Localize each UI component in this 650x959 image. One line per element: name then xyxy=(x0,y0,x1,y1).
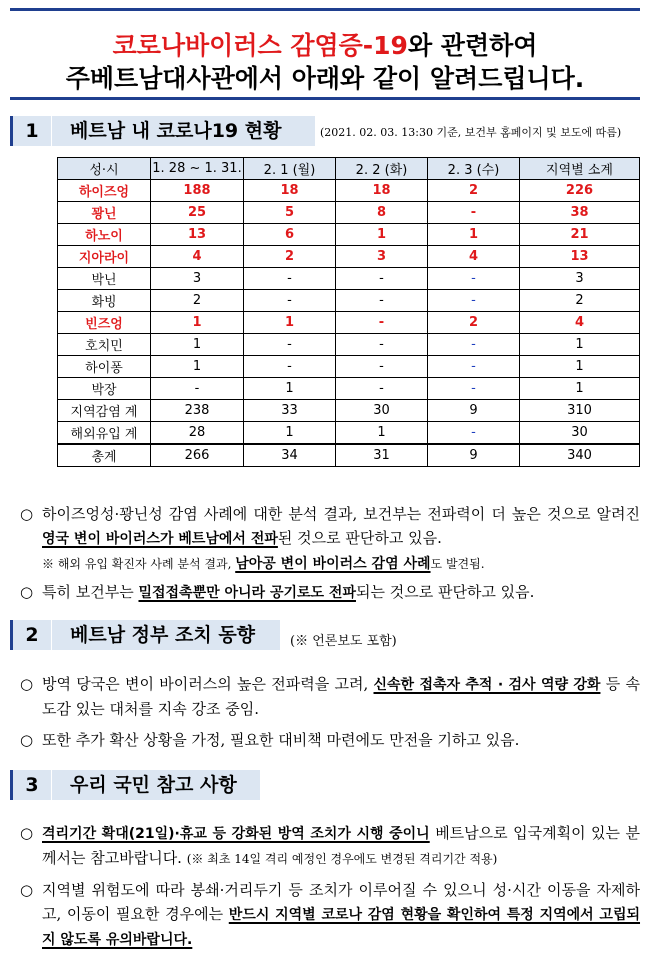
value-cell: - xyxy=(336,312,428,334)
value-cell: 4 xyxy=(428,246,520,268)
value-cell: 340 xyxy=(520,444,640,467)
table-row xyxy=(58,180,640,202)
paragraph-text: 격리기간 확대(21일)·휴교 등 강화된 방역 조치가 시행 중이니 베트남으로 입국계획이 있는 분께서는 참고바랍니다. (※ 최초 14일 격리 예정인 경우에도 변경된 격리기간 적용) xyxy=(42,824,640,867)
section-2-header xyxy=(10,620,280,650)
paragraph-text: 하이즈엉성·꽝닌성 감염 사례에 대한 분석 결과, 보건부는 전파력이 더 높은 것으로 알려진 영국 변이 바이러스가 베트남에서 전파된 것으로 판단하고 있음. ※ 해외 유입 확진자 사례 분석 결과, 남아공 변이 바이러스 감염 사례도 발견됨. xyxy=(42,505,640,572)
bullet-icon: ○ xyxy=(20,675,34,693)
value-cell: 5 xyxy=(244,202,336,224)
paragraph-text: 지역별 위험도에 따라 봉쇄·거리두기 등 조치가 이루어질 수 있으니 성·시간 이동을 자제하고, 이동이 필요한 경우에는 반드시 지역별 코로나 감염 현황을 확인하여 특정 지역에서 고립되지 않도록 유의바랍니다. xyxy=(42,881,641,948)
value-cell: 226 xyxy=(520,180,640,202)
row-label-cell: 총계 xyxy=(58,444,151,467)
value-cell: 1 xyxy=(151,312,244,334)
value-cell: 4 xyxy=(520,312,640,334)
bullet-icon: ○ xyxy=(20,505,34,523)
table-row xyxy=(58,246,640,268)
row-label-cell: 박장 xyxy=(58,378,151,400)
value-cell: 18 xyxy=(336,180,428,202)
value-cell: 1 xyxy=(336,224,428,246)
section-title: 베트남 내 코로나19 현황 xyxy=(52,116,315,146)
bullet-icon: ○ xyxy=(20,881,34,899)
value-cell: - xyxy=(244,290,336,312)
table-row xyxy=(58,312,640,334)
row-label-cell: 지아라이 xyxy=(58,246,151,268)
value-cell: 4 xyxy=(151,246,244,268)
table-row xyxy=(58,378,640,400)
s3-paragraph-1 xyxy=(20,821,640,871)
section-title: 베트남 정부 조치 동향 xyxy=(52,620,280,650)
section-number: 3 xyxy=(10,770,51,800)
row-label-cell: 하노이 xyxy=(58,224,151,246)
value-cell: 2 xyxy=(428,312,520,334)
paragraph-text: 특히 보건부는 밀접접촉뿐만 아니라 공기로도 전파되는 것으로 판단하고 있음. xyxy=(42,583,535,601)
bullet-icon: ○ xyxy=(20,583,34,601)
value-cell: 13 xyxy=(151,224,244,246)
section-3-header xyxy=(10,770,260,800)
value-cell: 9 xyxy=(428,444,520,467)
value-cell: 1 xyxy=(520,356,640,378)
value-cell: 2 xyxy=(428,180,520,202)
value-cell: - xyxy=(336,268,428,290)
section-title: 우리 국민 참고 사항 xyxy=(52,770,260,800)
value-cell: 6 xyxy=(244,224,336,246)
section-1-header xyxy=(10,116,315,146)
top-rule xyxy=(10,8,640,11)
value-cell: 1 xyxy=(336,422,428,445)
value-cell: 8 xyxy=(336,202,428,224)
section-number: 1 xyxy=(10,116,51,146)
value-cell: 2 xyxy=(244,246,336,268)
s2-paragraph-2 xyxy=(20,728,640,752)
value-cell: 188 xyxy=(151,180,244,202)
value-cell: 2 xyxy=(151,290,244,312)
value-cell: 1 xyxy=(244,422,336,445)
table-header-row xyxy=(58,158,640,180)
value-cell: 30 xyxy=(336,400,428,422)
value-cell: 31 xyxy=(336,444,428,467)
row-label-cell: 화빙 xyxy=(58,290,151,312)
table-row xyxy=(58,290,640,312)
row-label-cell: 하이즈엉 xyxy=(58,180,151,202)
value-cell: 238 xyxy=(151,400,244,422)
paragraph-text: 방역 당국은 변이 바이러스의 높은 전파력을 고려, 신속한 접촉자 추적 · 검사 역량 강화 등 속도감 있는 대처를 지속 강조 중임. xyxy=(42,675,640,718)
row-label-cell: 박닌 xyxy=(58,268,151,290)
column-header: 성·시 xyxy=(58,158,151,180)
header-rule xyxy=(10,97,640,100)
value-cell: 2 xyxy=(520,290,640,312)
value-cell: 3 xyxy=(520,268,640,290)
table-row xyxy=(58,268,640,290)
value-cell: - xyxy=(244,356,336,378)
table-row xyxy=(58,422,640,445)
value-cell: 9 xyxy=(428,400,520,422)
value-cell: 1 xyxy=(428,224,520,246)
value-cell: 21 xyxy=(520,224,640,246)
section-note: (2021. 02. 03. 13:30 기준, 보건부 홈페이지 및 보도에 따름) xyxy=(320,126,622,139)
value-cell: - xyxy=(336,378,428,400)
table-row xyxy=(58,400,640,422)
value-cell: - xyxy=(428,334,520,356)
value-cell: 33 xyxy=(244,400,336,422)
value-cell: - xyxy=(336,290,428,312)
value-cell: 13 xyxy=(520,246,640,268)
column-header: 2. 2 (화) xyxy=(336,158,428,180)
bullet-icon: ○ xyxy=(20,824,34,842)
value-cell: - xyxy=(336,334,428,356)
value-cell: 34 xyxy=(244,444,336,467)
value-cell: - xyxy=(428,356,520,378)
value-cell: 1 xyxy=(151,334,244,356)
row-label-cell: 지역감염 계 xyxy=(58,400,151,422)
row-label-cell: 꽝닌 xyxy=(58,202,151,224)
section-note: (※ 언론보도 포함) xyxy=(290,634,397,649)
value-cell: 3 xyxy=(336,246,428,268)
value-cell: - xyxy=(428,202,520,224)
header-title-line2: 주베트남대사관에서 아래와 같이 알려드립니다. xyxy=(65,64,585,93)
column-header: 2. 1 (월) xyxy=(244,158,336,180)
s3-paragraph-2 xyxy=(20,878,640,952)
value-cell: 1 xyxy=(244,312,336,334)
header-title-line1: 코로나바이러스 감염증-19와 관련하여 xyxy=(112,31,538,60)
value-cell: 30 xyxy=(520,422,640,445)
s1-paragraph-1 xyxy=(20,502,640,576)
table-row xyxy=(58,356,640,378)
value-cell: 28 xyxy=(151,422,244,445)
row-label-cell: 하이퐁 xyxy=(58,356,151,378)
value-cell: 25 xyxy=(151,202,244,224)
table-row xyxy=(58,334,640,356)
bullet-icon: ○ xyxy=(20,731,34,749)
value-cell: 3 xyxy=(151,268,244,290)
table-row xyxy=(58,224,640,246)
row-label-cell: 호치민 xyxy=(58,334,151,356)
value-cell: 266 xyxy=(151,444,244,467)
table-row xyxy=(58,202,640,224)
value-cell: 38 xyxy=(520,202,640,224)
table-row xyxy=(58,444,640,467)
column-header: 지역별 소계 xyxy=(520,158,640,180)
value-cell: - xyxy=(244,334,336,356)
value-cell: - xyxy=(244,268,336,290)
row-label-cell: 해외유입 계 xyxy=(58,422,151,445)
value-cell: - xyxy=(428,290,520,312)
row-label-cell: 빈즈엉 xyxy=(58,312,151,334)
value-cell: - xyxy=(428,422,520,445)
s1-paragraph-2 xyxy=(20,580,640,605)
value-cell: 18 xyxy=(244,180,336,202)
value-cell: - xyxy=(151,378,244,400)
section-number: 2 xyxy=(10,620,51,650)
value-cell: 1 xyxy=(520,334,640,356)
value-cell: - xyxy=(336,356,428,378)
covid-status-table xyxy=(57,157,640,467)
value-cell: 1 xyxy=(520,378,640,400)
column-header: 1. 28 ~ 1. 31. xyxy=(151,158,244,180)
value-cell: 310 xyxy=(520,400,640,422)
column-header: 2. 3 (수) xyxy=(428,158,520,180)
value-cell: - xyxy=(428,268,520,290)
s2-paragraph-1 xyxy=(20,672,640,721)
value-cell: - xyxy=(428,378,520,400)
value-cell: 1 xyxy=(244,378,336,400)
value-cell: 1 xyxy=(151,356,244,378)
paragraph-text: 또한 추가 확산 상황을 가정, 필요한 대비책 마련에도 만전을 기하고 있음. xyxy=(42,731,520,749)
